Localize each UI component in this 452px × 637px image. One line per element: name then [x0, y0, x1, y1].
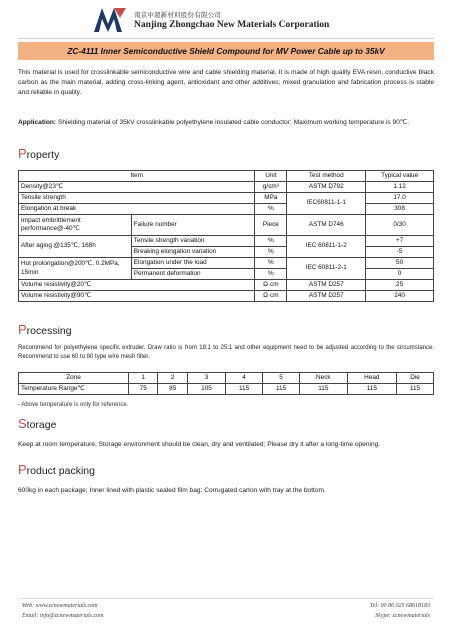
table-row: Volume resistivity@90℃ Ω·cm ASTM D257 240	[19, 291, 434, 302]
table-row: Breaking elongation variation % -5	[19, 247, 434, 258]
table-row: Hot prolongation@200℃, 0.2MPa, 15min Elongation under the load % IEC 60811-2-1 50	[19, 258, 434, 269]
table-row: Tensile strength MPa IEC60811-1-1 17.0	[19, 193, 434, 204]
table-header-row: Item Unit Test method Typical value	[19, 171, 434, 182]
product-title: ZC-4111 Inner Semiconductive Shield Compound for MV Power Cable up to 35kV	[18, 42, 434, 60]
section-processing: Processing	[18, 322, 72, 337]
table-row: Volume resistivity@20℃ Ω·cm ASTM D257 25	[19, 280, 434, 291]
table-row: Permanent deformation % 0	[19, 269, 434, 280]
section-product-packing: Product packing	[18, 462, 95, 477]
footer-web: Web: www.zcnewmaterials.com	[22, 603, 98, 609]
temperature-note: - Above temperature is only for reference.	[18, 402, 129, 408]
footer-tel: Tel: 00 86 025 68618183	[369, 603, 430, 609]
processing-temperature-table	[18, 372, 434, 395]
zone-row: Zone 1 2 3 4 5 Neck Head Die	[19, 373, 434, 384]
intro-paragraph: This material is used for crosslinkable semiconductive wire and cable shielding material. It is made of high quality EVA resin, conductive black carbon as the main material, adding cross-linking agent, antioxidant and other additives; mixed granulation and fabrication process is stable and reliable in quality.	[18, 69, 434, 96]
table-row: Density@23℃ g/cm³ ASTM D792 1.12	[19, 182, 434, 193]
footer-divider	[18, 598, 434, 599]
footer-email: Email: info@zcnewmaterials.com	[22, 613, 104, 619]
table-row: After aging @135℃, 168h Tensile strength variation % IEC 60811-1-2 +7	[19, 236, 434, 247]
header	[92, 3, 329, 37]
section-storage: Storage	[18, 416, 57, 431]
processing-paragraph: Recommend for polyethylene specific extruder. Draw ratio is from 18:1 to 25:1 and other equipment need to be adjusted according to the circumstance. Recommend to use 60 to 80 type wire mesh filter.	[18, 345, 434, 360]
application-label: Application:	[18, 119, 57, 126]
temperature-row: Temperature Range℃ 75 85 105 115 115 115 115 115	[19, 384, 434, 395]
table-row: Impact embrittlement performance@-40℃ Failure number Piece ASTM D746 0/30	[19, 215, 434, 236]
company-name-en: Nanjing Zhongchao New Materials Corporation	[134, 20, 330, 30]
header-divider	[18, 38, 434, 39]
table-row: Elongation at break % 308	[19, 204, 434, 215]
application-paragraph	[18, 118, 434, 128]
company-logo-icon	[92, 6, 128, 34]
section-property: Property	[18, 146, 60, 161]
application-text: Shielding material of 35kV crosslinkable polyethylene insulated cable conductor; Maximum working temperature is 90℃.	[56, 119, 410, 126]
company-name-cn: 南京中超新材料股份有限公司	[134, 11, 222, 19]
packing-paragraph: 600kg in each package; Inner lined with plastic sealed film bag; Corrugated carton with tray at the bottom.	[18, 487, 326, 494]
footer-skype: Skype: zcnewmaterials	[375, 613, 430, 619]
storage-paragraph: Keep at room temperature; Storage environment should be clean, dry and ventilated; Please dry it after a long-time opening.	[18, 441, 381, 448]
property-table	[18, 170, 434, 302]
